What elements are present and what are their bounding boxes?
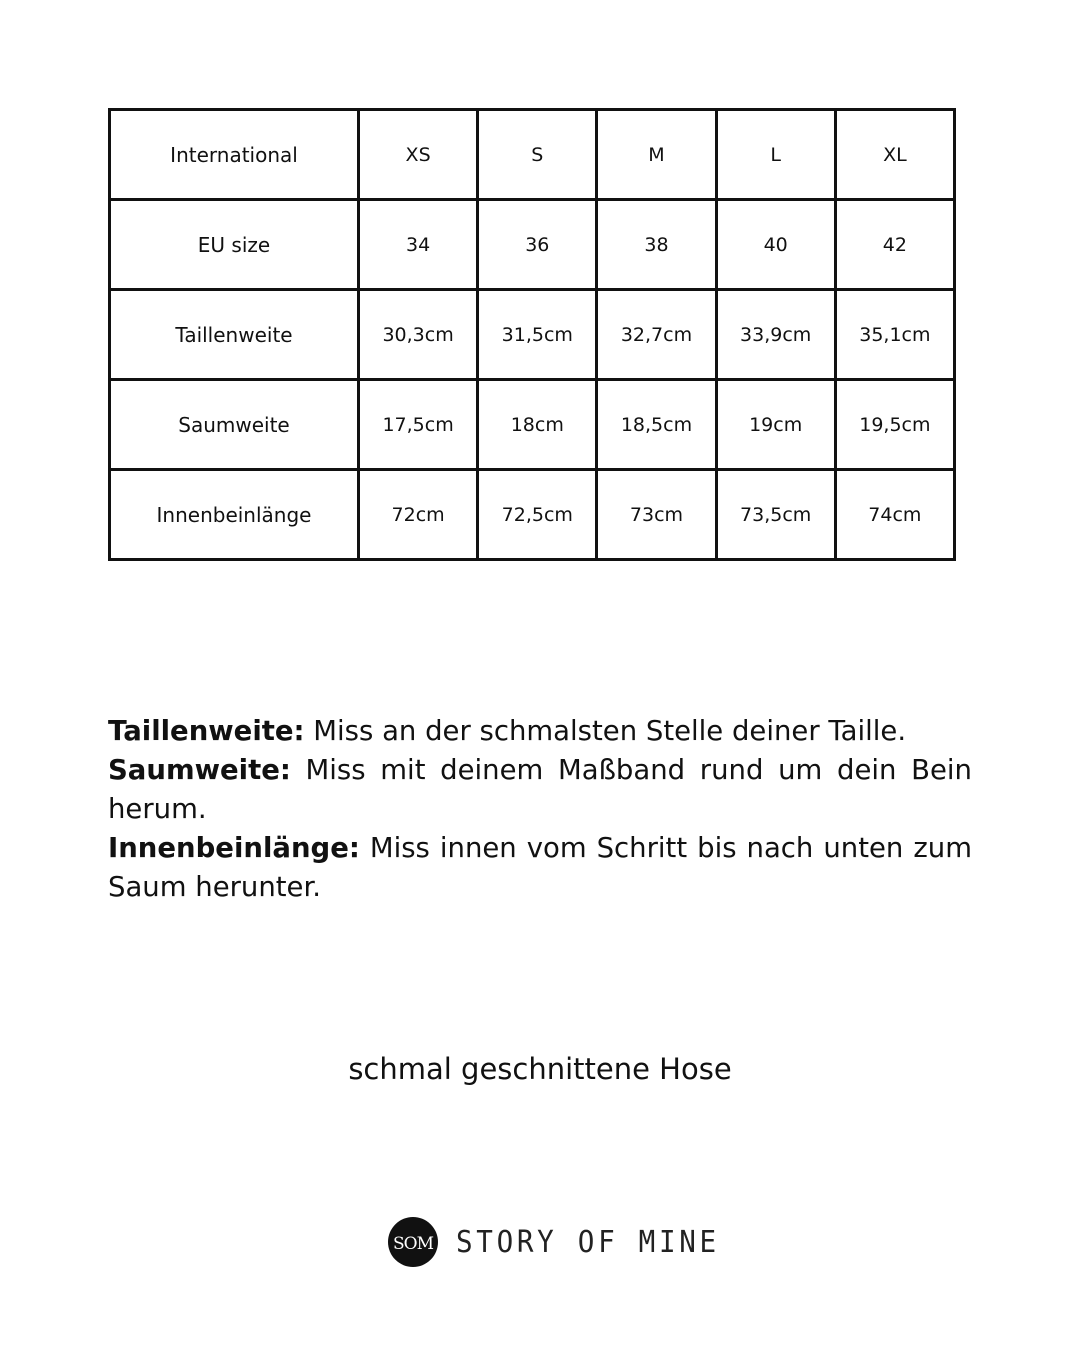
- size-chart-table: [108, 108, 956, 561]
- row-label: Taillenweite: [110, 290, 359, 380]
- table-cell: 18cm: [478, 380, 597, 470]
- product-name: schmal geschnittene Hose: [348, 1052, 732, 1086]
- table-cell: 73cm: [597, 470, 716, 560]
- table-cell: 74cm: [835, 470, 954, 560]
- table-cell: 17,5cm: [359, 380, 478, 470]
- table-cell: 19,5cm: [835, 380, 954, 470]
- brand-logo-icon: [388, 1217, 438, 1267]
- brand-logo-monogram: SOM: [393, 1234, 433, 1254]
- definition-text: Miss an der schmalsten Stelle deiner Taille.: [304, 715, 907, 747]
- definition-text: Miss innen vom Schritt bis nach unten zum Saum herunter.: [108, 832, 972, 903]
- table-cell: 34: [359, 200, 478, 290]
- definition-innenbeinlaenge: [108, 829, 972, 907]
- table-cell: 72cm: [359, 470, 478, 560]
- definition-term: Saumweite:: [108, 754, 291, 786]
- table-cell: 73,5cm: [716, 470, 835, 560]
- definition-saumweite: [108, 751, 972, 829]
- table-row-saumweite: [110, 380, 955, 470]
- table-cell: 33,9cm: [716, 290, 835, 380]
- definition-text: Miss mit deinem Maßband rund um dein Bein herum.: [108, 754, 972, 825]
- table-row-international: [110, 110, 955, 200]
- table-cell: 30,3cm: [359, 290, 478, 380]
- table-cell: 31,5cm: [478, 290, 597, 380]
- table-cell: 19cm: [716, 380, 835, 470]
- table-cell: M: [597, 110, 716, 200]
- definition-term: Innenbeinlänge:: [108, 832, 360, 864]
- table-row-taillenweite: [110, 290, 955, 380]
- table-cell: 36: [478, 200, 597, 290]
- table-cell: 32,7cm: [597, 290, 716, 380]
- table-cell: 38: [597, 200, 716, 290]
- row-label: International: [110, 110, 359, 200]
- brand-footer: [388, 1216, 743, 1268]
- table-row-eu-size: [110, 200, 955, 290]
- table-cell: 35,1cm: [835, 290, 954, 380]
- table-cell: 42: [835, 200, 954, 290]
- definition-taillenweite: [108, 712, 972, 751]
- row-label: Saumweite: [110, 380, 359, 470]
- definition-term: Taillenweite:: [108, 715, 305, 747]
- table-cell: L: [716, 110, 835, 200]
- measurement-definitions: [108, 712, 972, 907]
- table-cell: XS: [359, 110, 478, 200]
- row-label: Innenbeinlänge: [110, 470, 359, 560]
- brand-name: STORY OF MINE: [456, 1224, 720, 1260]
- table-cell: 40: [716, 200, 835, 290]
- table-cell: 72,5cm: [478, 470, 597, 560]
- table-cell: 18,5cm: [597, 380, 716, 470]
- table-row-innenbeinlaenge: [110, 470, 955, 560]
- table-cell: XL: [835, 110, 954, 200]
- row-label: EU size: [110, 200, 359, 290]
- table-cell: S: [478, 110, 597, 200]
